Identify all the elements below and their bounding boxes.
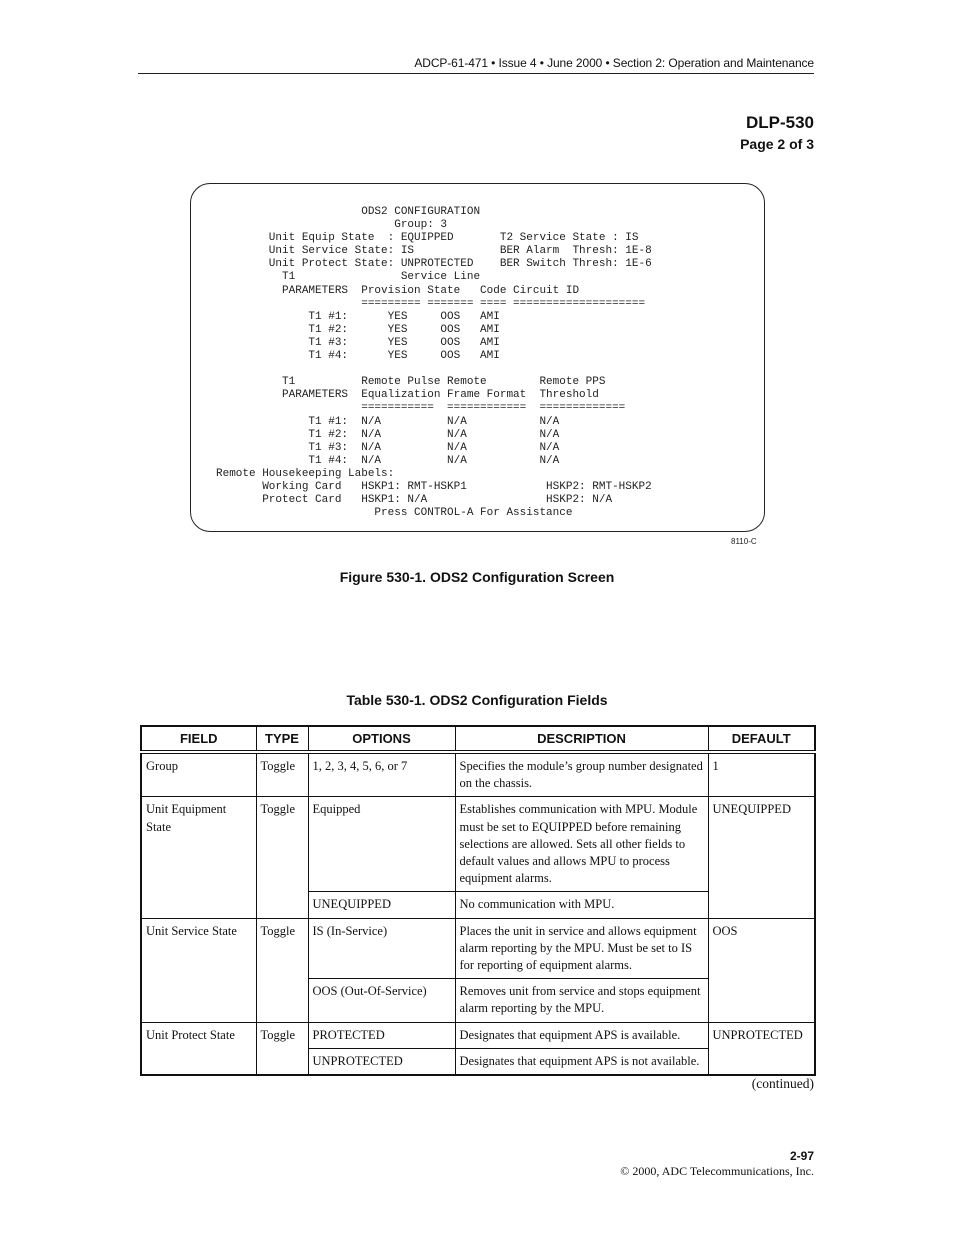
page-of-indicator: Page 2 of 3 — [740, 136, 814, 152]
table-caption: Table 530-1. ODS2 Configuration Fields — [346, 692, 608, 708]
option-cell: UNPROTECTED — [308, 1048, 455, 1075]
header-options: OPTIONS — [308, 726, 455, 752]
description-cell: Removes unit from service and stops equipment alarm reporting by the MPU. — [455, 979, 708, 1022]
default-cell: 1 — [708, 752, 815, 797]
screen-line: T1 #2: N/A N/A N/A — [216, 428, 560, 441]
table-row — [141, 918, 815, 979]
description-cell: Places the unit in service and allows equipment alarm reporting by the MPU. Must be set to IS for reporting of equipment alarms. — [455, 918, 708, 979]
description-cell: Specifies the module’s group number designated on the chassis. — [455, 752, 708, 797]
default-cell: UNPROTECTED — [708, 1022, 815, 1075]
screen-line: Remote Housekeeping Labels: — [216, 467, 395, 480]
header-type: TYPE — [256, 726, 308, 752]
screen-line: Unit Equip State : EQUIPPED T2 Service State : IS — [216, 232, 639, 245]
figure-caption: Figure 530-1. ODS2 Configuration Screen — [339, 569, 615, 585]
header-description: DESCRIPTION — [455, 726, 708, 752]
screen-line: =========== ============ ============= — [216, 402, 626, 415]
screen-line: T1 #4: YES OOS AMI — [216, 350, 500, 363]
screen-line: T1 Remote Pulse Remote Remote PPS — [216, 376, 606, 389]
screen-line: T1 #1: YES OOS AMI — [216, 310, 500, 323]
terminal-screen-text — [216, 206, 652, 520]
default-cell: OOS — [708, 918, 815, 1022]
screen-line: Unit Service State: IS BER Alarm Thresh: 1E-8 — [216, 245, 652, 258]
dlp-title: DLP-530 — [745, 113, 814, 132]
screen-line: T1 #4: N/A N/A N/A — [216, 454, 560, 467]
screen-line: PARAMETERS Equalization Frame Format Threshold — [216, 389, 599, 402]
header-default: DEFAULT — [708, 726, 815, 752]
screen-line: ODS2 CONFIGURATION — [216, 206, 481, 218]
screen-line: T1 #3: N/A N/A N/A — [216, 441, 560, 454]
default-cell: UNEQUIPPED — [708, 797, 815, 918]
description-cell: No communication with MPU. — [455, 892, 708, 918]
config-fields-table — [140, 725, 816, 1076]
field-cell: Unit Service State — [141, 918, 256, 1022]
screen-line: ========= ======= ==== ==================== — [216, 297, 646, 310]
description-cell: Designates that equipment APS is available. — [455, 1022, 708, 1048]
screen-line: Unit Protect State: UNPROTECTED BER Switch Thresh: 1E-6 — [216, 258, 652, 271]
option-cell: OOS (Out-Of-Service) — [308, 979, 455, 1022]
field-cell: Unit Equipment State — [141, 797, 256, 918]
copyright: © 2000, ADC Telecommunications, Inc. — [620, 1164, 814, 1178]
table-row — [141, 752, 815, 797]
screen-line: T1 Service Line — [216, 271, 481, 284]
table-row — [141, 797, 815, 892]
option-cell: Equipped — [308, 797, 455, 892]
table-row — [141, 1022, 815, 1048]
option-cell: PROTECTED — [308, 1022, 455, 1048]
type-cell: Toggle — [256, 918, 308, 1022]
option-cell: 1, 2, 3, 4, 5, 6, or 7 — [308, 752, 455, 797]
type-cell: Toggle — [256, 797, 308, 918]
screen-line — [216, 363, 652, 376]
type-cell: Toggle — [256, 752, 308, 797]
table-header-row — [141, 726, 815, 752]
page-number: 2-97 — [789, 1149, 814, 1163]
continued-note: (continued) — [751, 1076, 814, 1091]
header-field: FIELD — [141, 726, 256, 752]
field-cell: Group — [141, 752, 256, 797]
screen-line: Group: 3 — [216, 219, 448, 232]
header-rule — [138, 73, 814, 74]
description-cell: Designates that equipment APS is not available. — [455, 1048, 708, 1075]
screen-line: PARAMETERS Provision State Code Circuit ID — [216, 284, 580, 297]
description-cell: Establishes communication with MPU. Module must be set to EQUIPPED before remaining selections are allowed. Sets all other fields to default values and allows MPU to process equipment alarms. — [455, 797, 708, 892]
screen-line: Protect Card HSKP1: N/A HSKP2: N/A — [216, 494, 613, 507]
running-head: ADCP-61-471 • Issue 4 • June 2000 • Section 2: Operation and Maintenance — [414, 56, 814, 70]
type-cell: Toggle — [256, 1022, 308, 1075]
option-cell: IS (In-Service) — [308, 918, 455, 979]
screen-line: Press CONTROL-A For Assistance — [216, 507, 573, 520]
screen-line: Working Card HSKP1: RMT-HSKP1 HSKP2: RMT-HSKP2 — [216, 480, 652, 493]
screen-line: T1 #3: YES OOS AMI — [216, 336, 500, 349]
figure-code: 8110-C — [731, 537, 757, 546]
option-cell: UNEQUIPPED — [308, 892, 455, 918]
screen-line: T1 #2: YES OOS AMI — [216, 323, 500, 336]
screen-line: T1 #1: N/A N/A N/A — [216, 415, 560, 428]
field-cell: Unit Protect State — [141, 1022, 256, 1075]
